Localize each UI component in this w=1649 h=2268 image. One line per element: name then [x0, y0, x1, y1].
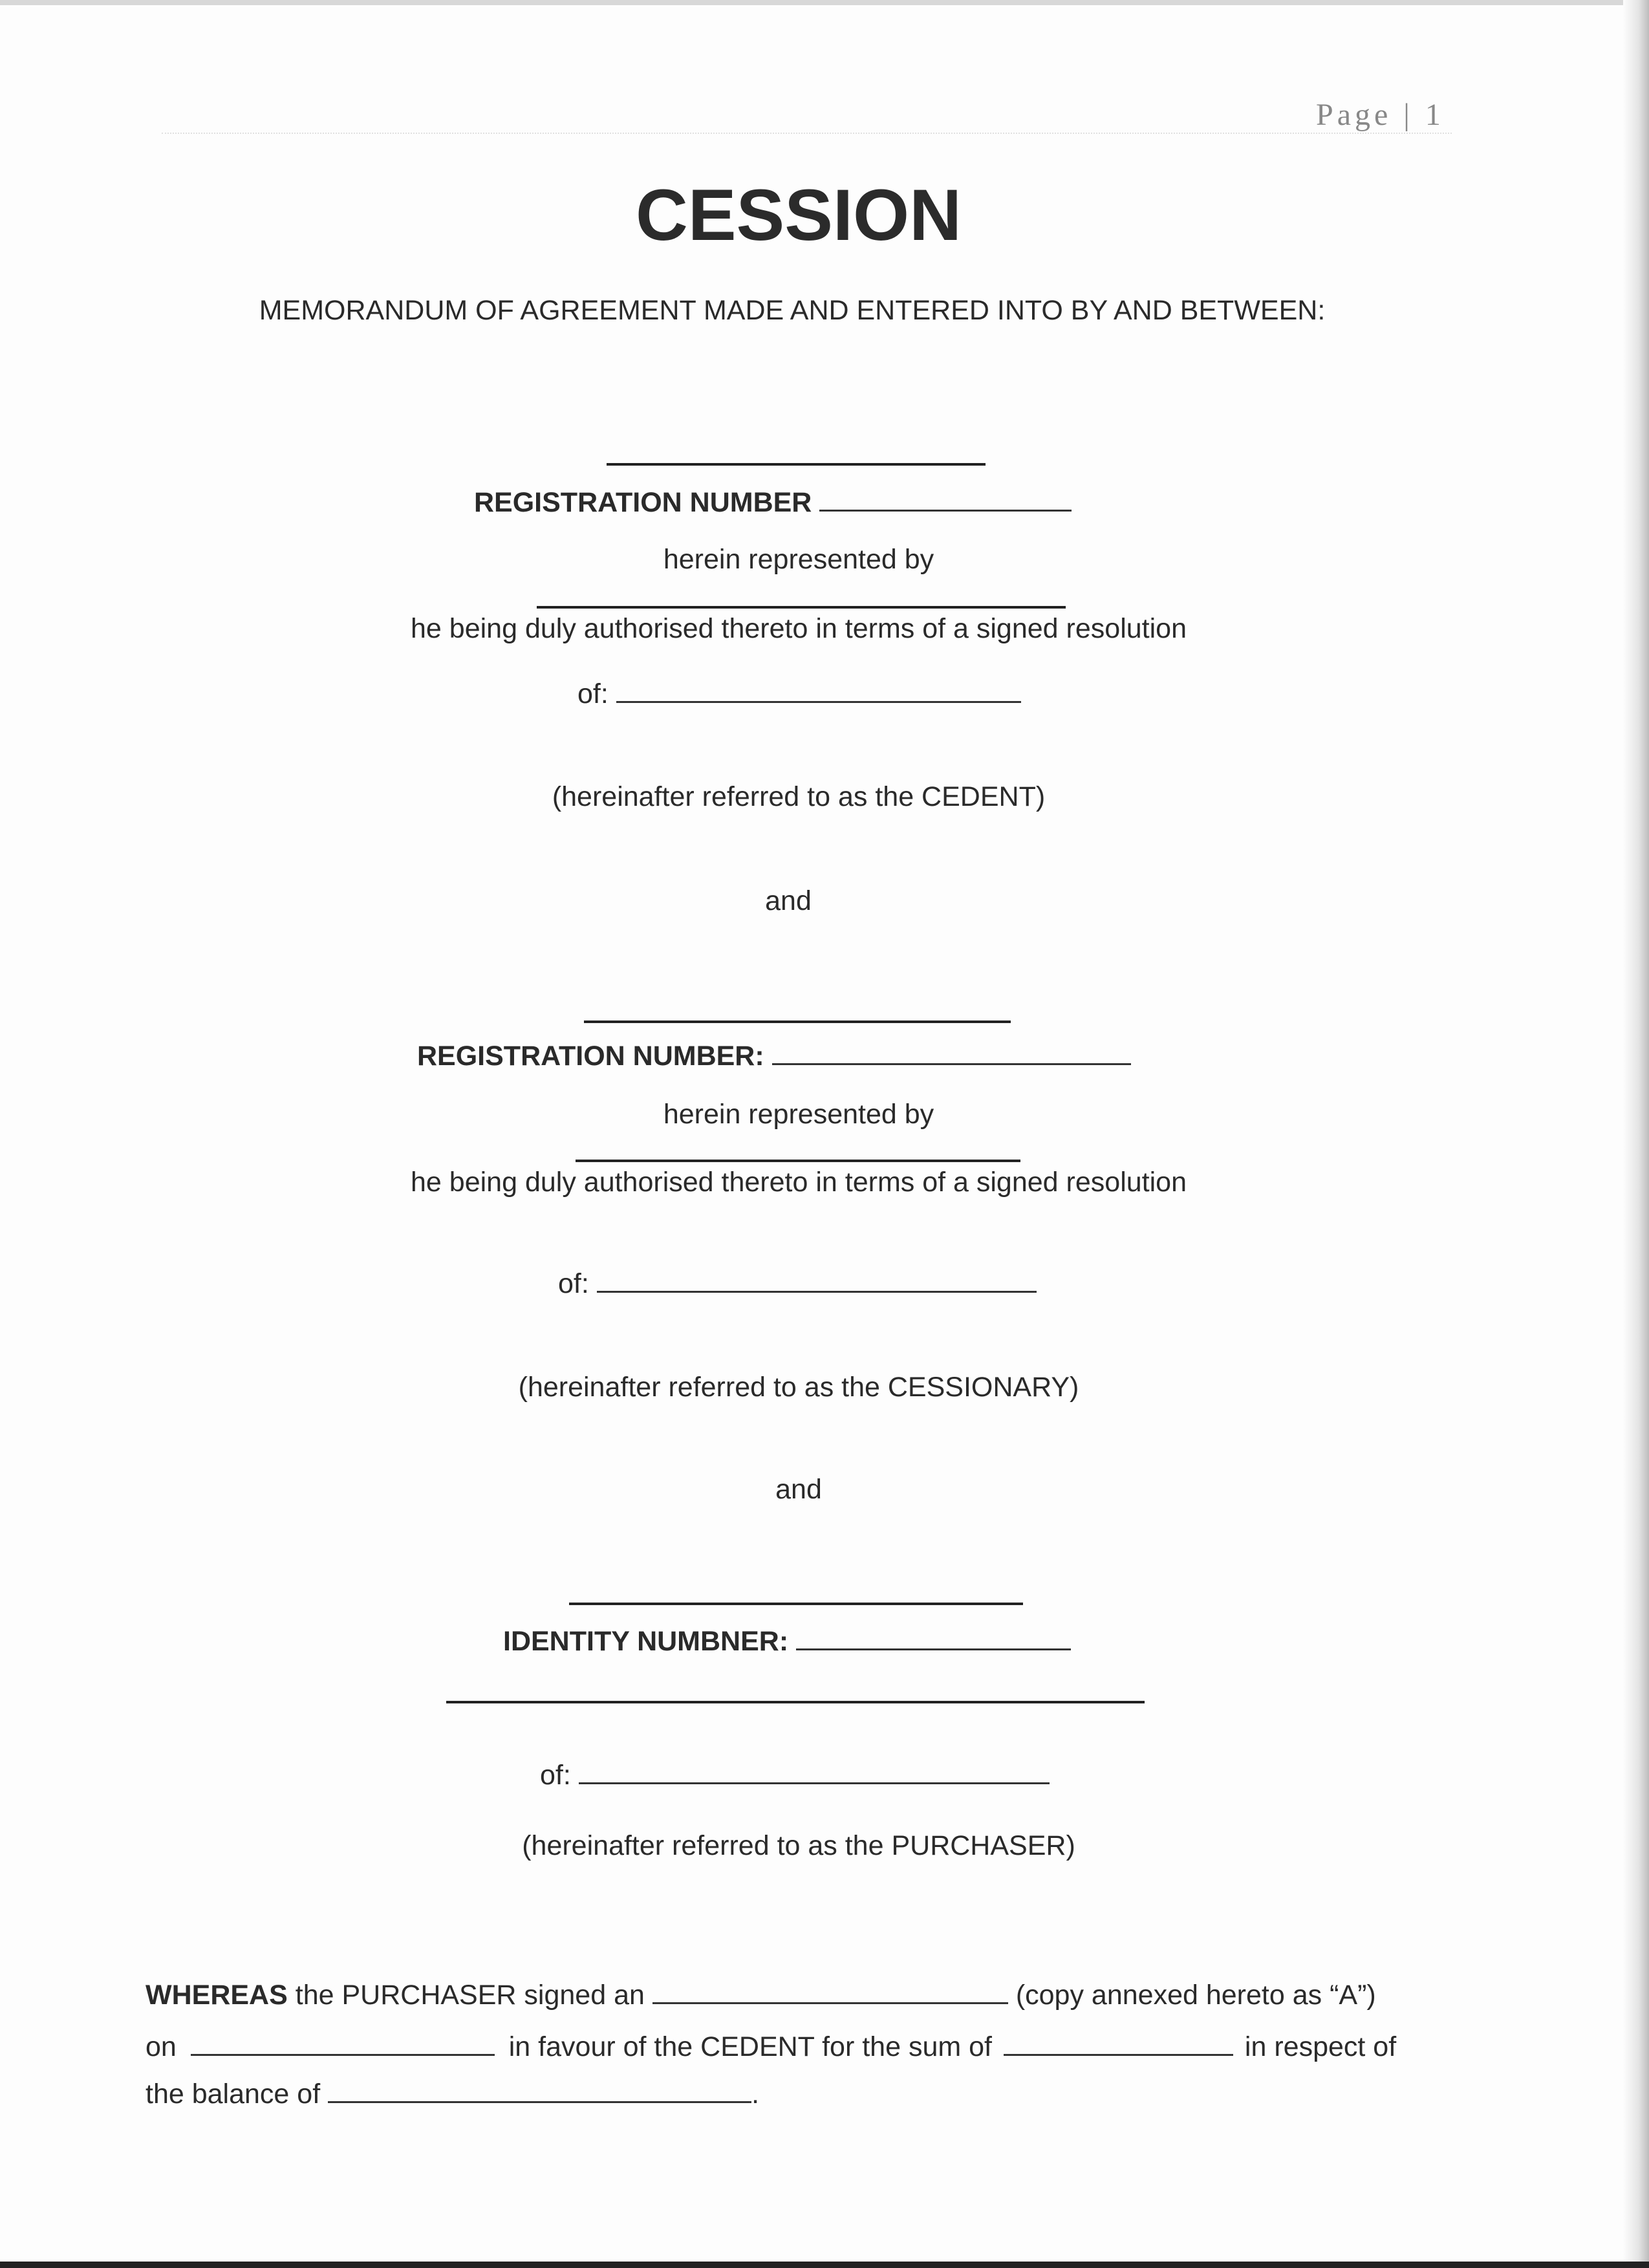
whereas-text-3: in favour of the CEDENT for the sum of [508, 2031, 993, 2062]
party3-of-label: of: [540, 1760, 571, 1791]
party1-registration-label: REGISTRATION NUMBER [474, 487, 812, 518]
party1-of-label: of: [577, 678, 609, 709]
and-separator-2: and [775, 1474, 822, 1505]
party2-referred: (hereinafter referred to as the CESSIONARY) [518, 1372, 1079, 1403]
whereas-line-1 [146, 1979, 1376, 2011]
party1-of [577, 678, 1021, 710]
party2-registration-label: REGISTRATION NUMBER: [417, 1041, 764, 1072]
party1-registration-field[interactable] [819, 486, 1072, 512]
party2-authorised: he being duly authorised thereto in terms of a signed resolution [411, 1167, 1187, 1198]
whereas-text-2: (copy annexed hereto as “A”) [1015, 1980, 1376, 2011]
whereas-keyword: WHEREAS [146, 1980, 288, 2011]
header-rule [162, 133, 1452, 134]
party3-extra-line[interactable] [446, 1701, 1145, 1703]
balance-field[interactable] [328, 2078, 751, 2103]
party2-represented: herein represented by [663, 1099, 934, 1130]
party1-referred: (hereinafter referred to as the CEDENT) [552, 781, 1046, 812]
party1-of-field[interactable] [616, 678, 1021, 703]
party3-of [540, 1759, 1050, 1791]
sum-amount-field[interactable] [1004, 2031, 1233, 2056]
party3-identity-label: IDENTITY NUMBNER: [503, 1626, 789, 1657]
party2-of-field[interactable] [597, 1268, 1037, 1293]
whereas-text-5: the balance of [146, 2079, 321, 2110]
whereas-on-label: on [146, 2031, 177, 2062]
party2-name-line[interactable] [584, 1021, 1011, 1023]
document-name-field[interactable] [652, 1979, 1008, 2004]
party3-of-field[interactable] [579, 1759, 1050, 1784]
party1-name-line[interactable] [607, 463, 986, 466]
scan-edge-top [0, 0, 1649, 5]
party1-registration [474, 486, 1072, 519]
whereas-line-3 [146, 2078, 759, 2110]
party2-of-label: of: [558, 1268, 589, 1299]
scan-edge-bottom [0, 2262, 1649, 2268]
whereas-line-2 [146, 2031, 1396, 2063]
party1-authorised: he being duly authorised thereto in terms of a signed resolution [411, 613, 1187, 644]
signing-date-field[interactable] [191, 2031, 495, 2056]
document-title: CESSION [635, 175, 962, 255]
page-number: Page | 1 [1316, 98, 1445, 132]
party2-registration-field[interactable] [772, 1040, 1131, 1065]
whereas-text-1: the PURCHASER signed an [295, 1980, 645, 2011]
party2-representative-line[interactable] [576, 1160, 1020, 1162]
whereas-text-4: in respect of [1244, 2031, 1397, 2062]
intro-text: MEMORANDUM OF AGREEMENT MADE AND ENTERED INTO BY AND BETWEEN: [259, 295, 1326, 326]
scan-edge-right [1623, 0, 1649, 2268]
party1-representative-line[interactable] [537, 606, 1066, 609]
and-separator-1: and [765, 885, 812, 916]
party3-name-line[interactable] [569, 1603, 1023, 1605]
party2-of [558, 1268, 1037, 1300]
party2-registration [417, 1040, 1131, 1072]
party1-represented: herein represented by [663, 544, 934, 575]
party3-identity [503, 1625, 1071, 1658]
party3-referred: (hereinafter referred to as the PURCHASER) [522, 1830, 1075, 1861]
party3-identity-field[interactable] [796, 1625, 1071, 1650]
whereas-end: . [751, 2079, 760, 2110]
